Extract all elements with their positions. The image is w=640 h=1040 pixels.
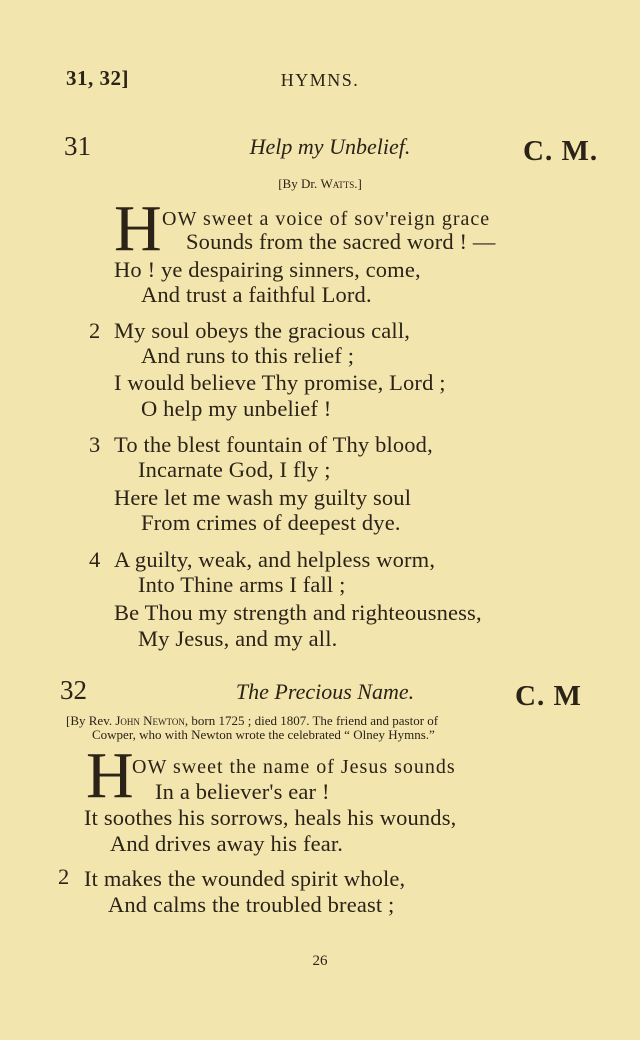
- verse-line: I would believe Thy promise, Lord ;: [114, 370, 446, 395]
- verse-number: 3: [89, 432, 101, 457]
- attribution-rest: , born 1725 ; died 1807. The friend and pastor of: [184, 713, 439, 728]
- verse-line: Sounds from the sacred word ! —: [186, 229, 496, 254]
- header-hymn-numbers: 31, 32]: [66, 66, 129, 90]
- verse-line: Into Thine arms I fall ;: [138, 572, 346, 597]
- attribution-prefix: [By Dr.: [278, 176, 321, 191]
- running-header-title: HYMNS.: [280, 70, 360, 90]
- drop-cap: H: [114, 192, 162, 265]
- verse-line: Incarnate God, I fly ;: [138, 457, 331, 482]
- verse-line: My Jesus, and my all.: [138, 626, 338, 651]
- verse-number: 2: [58, 864, 70, 889]
- verse-line: [162, 205, 490, 231]
- drop-cap: H: [86, 739, 134, 812]
- verse-line: Ho ! ye despairing sinners, come,: [114, 257, 421, 282]
- verse-line: And drives away his fear.: [110, 831, 344, 856]
- page-number: 26: [312, 953, 328, 969]
- verse-line: [132, 753, 456, 779]
- verse-line: Be Thou my strength and righteousness,: [114, 600, 482, 625]
- hymn-32-number: 32: [60, 675, 87, 705]
- hymn-31-meter: C. M.: [523, 135, 599, 167]
- verse-line: And runs to this relief ;: [141, 343, 355, 368]
- verse-number: 4: [89, 547, 101, 572]
- verse-line: It makes the wounded spirit whole,: [84, 866, 406, 891]
- attribution-suffix: .]: [354, 176, 362, 191]
- verse-line: From crimes of deepest dye.: [141, 510, 401, 535]
- verse-line: My soul obeys the gracious call,: [114, 318, 410, 343]
- verse-line-text: OW sweet the name of Jesus sounds: [132, 756, 456, 778]
- verse-number: 2: [89, 318, 101, 343]
- verse-line: And trust a faithful Lord.: [141, 282, 372, 307]
- hymn-31-attribution: [0, 176, 640, 192]
- attribution-prefix: [By Rev.: [66, 713, 116, 728]
- hymn-31-title: Help my Unbelief.: [249, 134, 411, 159]
- verse-line: A guilty, weak, and helpless worm,: [114, 547, 436, 572]
- verse-line-text: OW sweet a voice of sov'reign grace: [162, 208, 491, 230]
- hymn-32-attribution-line-2: Cowper, who with Newton wrote the celebrated “ Olney Hymns.”: [92, 727, 435, 742]
- verse-line: And calms the troubled breast ;: [108, 892, 395, 917]
- hymn-32-meter: C. M: [515, 680, 582, 712]
- hymn-31-number: 31: [64, 131, 91, 161]
- verse-line: It soothes his sorrows, heals his wounds,: [84, 805, 457, 830]
- verse-line: To the blest fountain of Thy blood,: [114, 432, 433, 457]
- hymn-32-title: The Precious Name.: [235, 679, 415, 704]
- verse-line: Here let me wash my guilty soul: [114, 485, 412, 510]
- attribution-author: John Newton: [115, 713, 185, 728]
- verse-line: In a believer's ear !: [155, 779, 330, 804]
- verse-line: O help my unbelief !: [141, 396, 332, 421]
- attribution-author: Watts: [320, 176, 355, 191]
